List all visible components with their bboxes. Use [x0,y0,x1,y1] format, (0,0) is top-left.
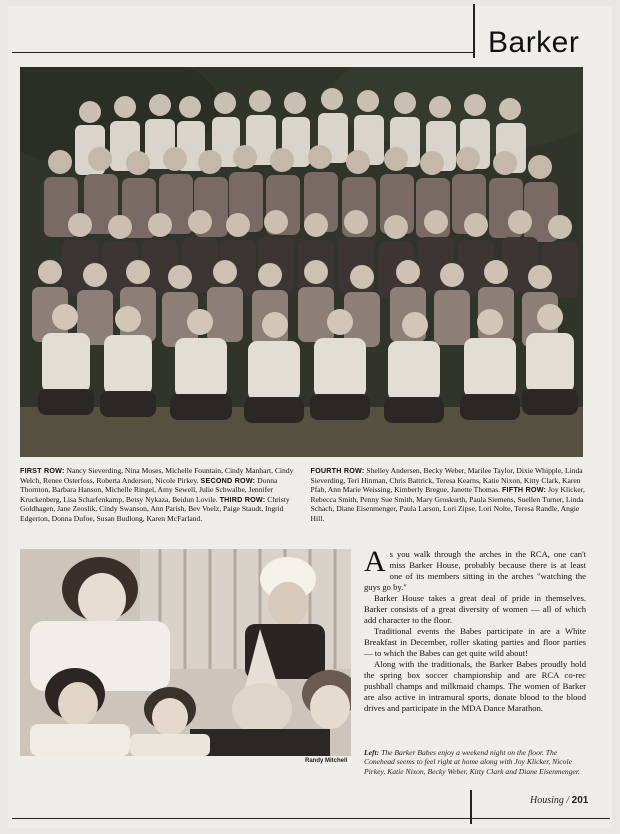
fourth-row-label: FOURTH ROW: [310,466,365,475]
article-paragraph-3: Traditional events the Babes participate in are a White Breakfast in December, roller skating parties and floor parties — to which the Babes can get quite wild about! [364,626,586,658]
article-paragraph-2: Barker House takes a great deal of pride in themselves. Barker consists of a great diversity of women — all of which add character to the floor. [364,593,586,625]
article-paragraph-1 [364,545,586,593]
second-row-names: Donna Thornton, Barbara Hanson, Michelle Ringel, Amy Sewell, Julie Schwalbe, Jennifer Kruckenberg, Lisa Scharfenkamp, Betsy Nykaza, Beidun Lovile. [20,475,278,504]
fifth-row-label: FIFTH ROW: [501,485,547,495]
floor-party-caption [364,748,586,776]
page-footer [530,795,588,806]
drop-cap: A [364,545,386,578]
top-rule [12,52,474,53]
third-row-label: THIRD ROW: [219,494,266,504]
page-number: 201 [571,795,589,806]
first-row-label: FIRST ROW: [20,466,65,475]
bottom-rule [12,818,610,819]
article-paragraph-1-text: s you walk through the arches in the RCA, one can't miss Barker House, probably because there is at least one of its members sitting in the arches "watching the guys go by." [364,549,586,592]
second-row-label: SECOND ROW: [200,475,256,485]
fifth-row-names: Joy Klicker, Rebecca Smith, Penny Sue Smith, Mary Groskurth, Paula Siemens, Suellen Turner, Linda Schach, Diane Eisenmenger, Paula Larson, Lori Zipse, Lori Nolte, Teresa Randle, Angie Hill. [310,485,585,523]
group-photo-caption [20,466,587,524]
article-paragraph-4: Along with the traditionals, the Barker Babes proudly hold the spring box soccer championship and are RCA co-rec pushball champs and milkmaid champs. The women of Barker are also active in intramural sports, donate blood to the blood drives and participate in the MDA Dance Marathon. [364,659,586,713]
caption-column-right [311,466,588,524]
floor-party-photo [20,549,351,756]
floor-party-figures [20,549,351,756]
group-photo-figures [20,67,583,457]
article-body [364,545,586,714]
caption-label: Left: [364,748,380,757]
footer-section: Housing / [530,795,570,806]
fourth-row-names: Shelley Andersen, Becky Weber, Marilee Taylor, Dixie Whipple, Linda Sieverding, Teri Hinman, Chris Battrick, Teresa Kearns, Katie Nixon, Kitty Clark, Karen Pfab, Ann Marie Weissing, Kimberly Bregue, Janette Thomas. [310,466,583,495]
page-title: Barker [488,26,580,59]
first-row-names: Nancy Sieverding, Nina Moses, Michelle Fountain, Cindy Manhart, Cindy Welch, Renee Osterfoss, Roberta Anderson, Nicole Pirkey. [20,466,294,485]
caption-column-left [20,466,297,524]
group-photo [20,67,583,457]
top-vertical-rule [473,4,475,58]
caption-text: The Barker Babes enjoy a weekend night on the floor. The Conehead seems to feel right at home along with Joy Klicker, Nicole Pirkey, Katie Nixon, Becky Weber, Kitty Clark and Diane Eisenmenger. [364,748,580,776]
third-row-names: Christy Goldhagen, Jane Zeoslik, Cindy Swanson, Ann Parish, Bev Voelz, Paige Staudt, Ingrid Edgerton, Donna Dufoe, Susan Budlong, Karen McFarland. [20,494,290,523]
photo-credit: Randy Mitchell [305,758,348,764]
